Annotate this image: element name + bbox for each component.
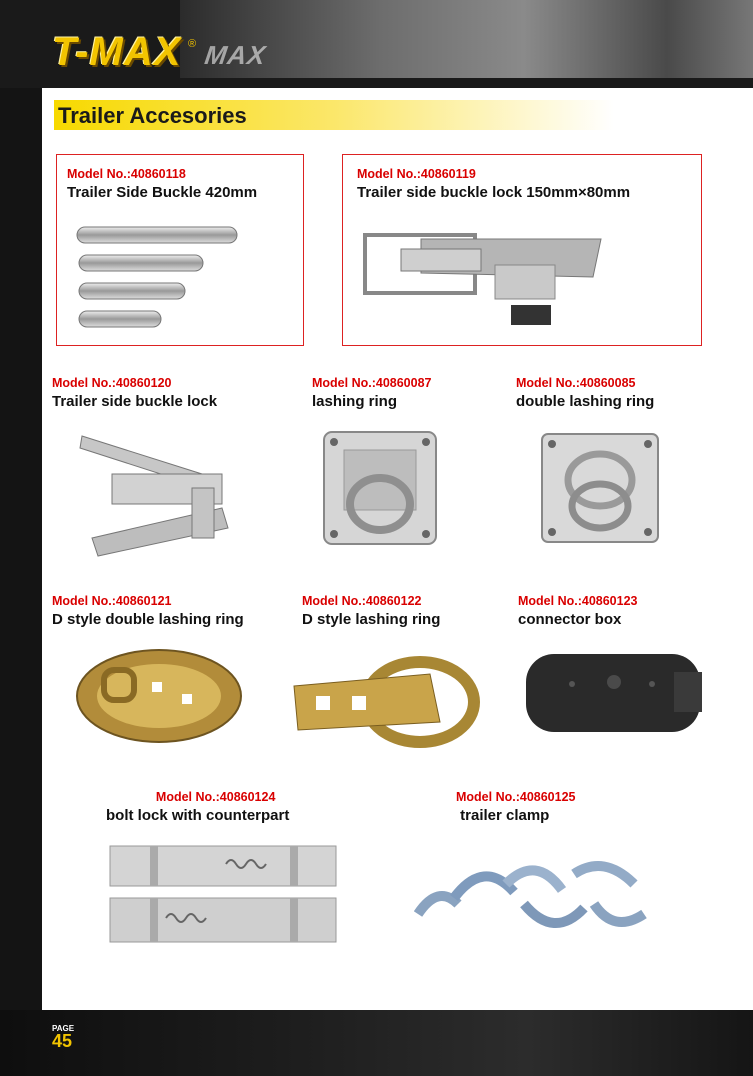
product-40860087 — [312, 376, 432, 410]
product-image-trailer-clamp — [414, 854, 664, 944]
product-40860123 — [518, 594, 638, 628]
model-number: Model No.:40860125 — [456, 790, 576, 804]
product-name: D style lashing ring — [302, 611, 441, 628]
catalog-page — [42, 88, 753, 1010]
page-label: PAGE — [52, 1024, 75, 1033]
product-image-d-double-lashing-ring — [74, 646, 244, 746]
model-number: Model No.:40860118 — [67, 167, 186, 181]
header-banner — [0, 0, 753, 88]
product-image-bolt-lock — [106, 842, 342, 948]
product-40860124 — [106, 790, 289, 824]
section-title: Trailer Accesories — [58, 103, 247, 128]
product-40860122 — [302, 594, 440, 628]
product-name: connector box — [518, 611, 622, 628]
product-box-40860118 — [56, 154, 304, 346]
product-40860121 — [52, 594, 244, 628]
product-40860085 — [516, 376, 654, 410]
product-40860125 — [456, 790, 576, 824]
header-photo — [180, 0, 753, 78]
product-name: trailer clamp — [460, 807, 550, 824]
model-number: Model No.:40860122 — [302, 594, 422, 608]
registered-mark: ® — [188, 38, 197, 50]
product-image-side-buckle — [75, 223, 245, 338]
model-number: Model No.:40860120 — [52, 376, 172, 390]
product-image-lashing-ring — [320, 428, 440, 548]
product-name: double lashing ring — [516, 393, 655, 410]
model-number: Model No.:40860121 — [52, 594, 172, 608]
model-number: Model No.:40860119 — [357, 167, 476, 181]
product-image-connector-box — [524, 648, 704, 736]
model-number: Model No.:40860123 — [518, 594, 638, 608]
photo-watermark: MAX — [202, 40, 268, 70]
brand-logo: T-MAX — [52, 30, 182, 74]
product-name: Trailer side buckle lock 150mm×80mm — [357, 184, 631, 201]
product-image-buckle-lock — [361, 221, 611, 336]
product-name: Trailer side buckle lock — [52, 393, 218, 410]
footer-band — [0, 1010, 753, 1076]
page-number: 45 — [52, 1031, 73, 1051]
product-box-40860119 — [342, 154, 702, 346]
product-image-double-lashing-ring — [538, 430, 662, 546]
product-image-d-lashing-ring — [290, 652, 480, 748]
product-40860120 — [52, 376, 217, 410]
product-name: bolt lock with counterpart — [106, 807, 290, 824]
product-name: Trailer Side Buckle 420mm — [67, 184, 258, 201]
model-number: Model No.:40860124 — [155, 790, 276, 804]
product-name: lashing ring — [312, 393, 398, 410]
product-image-buckle-lock-small — [72, 428, 242, 558]
section-banner — [54, 100, 614, 130]
model-number: Model No.:40860087 — [312, 376, 432, 390]
model-number: Model No.:40860085 — [516, 376, 636, 390]
product-name: D style double lashing ring — [52, 611, 244, 628]
